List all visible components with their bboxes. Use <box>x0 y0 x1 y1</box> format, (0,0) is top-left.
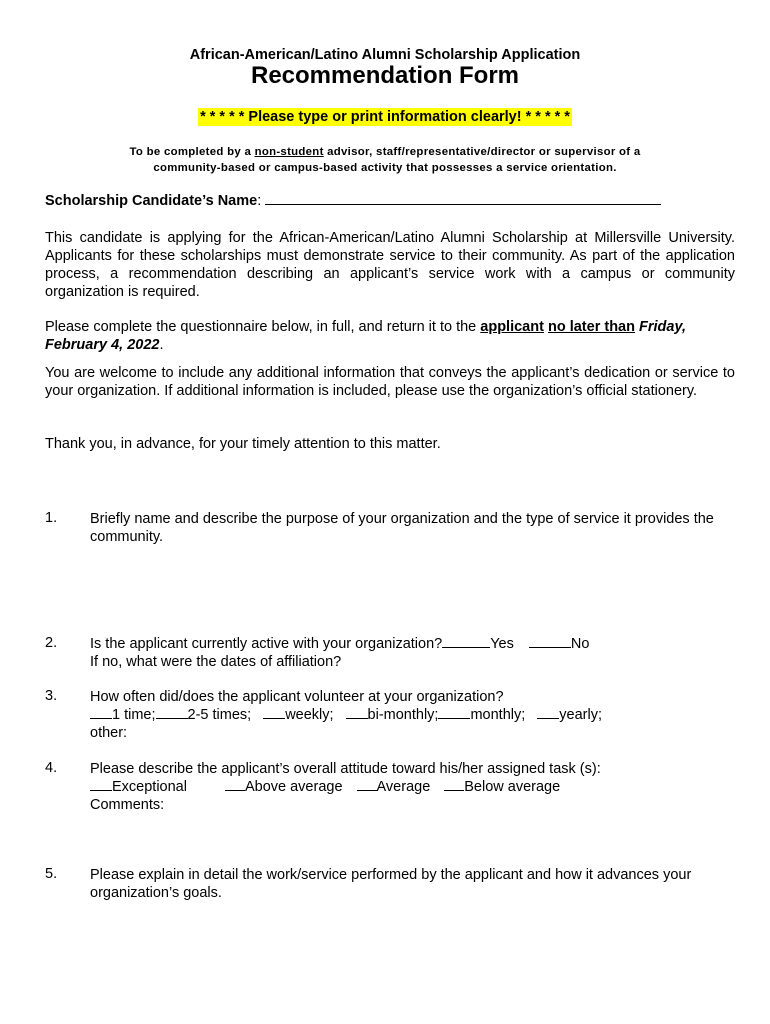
option-below-average-blank[interactable] <box>444 779 464 791</box>
option-2-5-times <box>156 706 252 724</box>
notice-wrapper <box>0 108 770 126</box>
candidate-name-colon: : <box>257 193 262 209</box>
option-above-average-blank[interactable] <box>225 779 245 791</box>
applicant-emphasis: applicant <box>480 319 544 335</box>
option-monthly-blank[interactable] <box>438 707 470 719</box>
question-2-number: 2. <box>45 635 58 651</box>
form-pre-title: African-American/Latino Alumni Scholarship Application <box>189 47 581 63</box>
no-blank[interactable] <box>529 636 571 648</box>
option-bi-monthly-label: bi-monthly; <box>367 707 439 723</box>
option-average-blank[interactable] <box>357 779 377 791</box>
instructions-line-2: community-based or campus-based activity that possesses a service orientation. <box>153 162 617 174</box>
question-3 <box>90 688 730 742</box>
instructions <box>0 144 770 176</box>
instructions-line-1-pre: To be completed by a <box>129 146 255 158</box>
highlighted-notice: * * * * * Please type or print information clearly! * * * * * <box>200 109 570 125</box>
option-2-5-times-blank[interactable] <box>156 707 188 719</box>
question-2-followup: If no, what were the dates of affiliation? <box>90 654 342 670</box>
question-2-text: Is the applicant currently active with your organization? <box>90 636 443 652</box>
question-3-options <box>90 706 730 724</box>
option-above-average <box>225 778 343 796</box>
question-2 <box>90 635 730 671</box>
option-1-time <box>90 706 156 724</box>
question-1-number: 1. <box>45 510 58 526</box>
question-4-text: Please describe the applicant’s overall attitude toward his/her assigned task (s): <box>90 761 601 777</box>
instructions-line-1 <box>0 144 770 160</box>
option-bi-monthly-blank[interactable] <box>346 707 368 719</box>
option-exceptional-blank[interactable] <box>90 779 112 791</box>
option-bi-monthly <box>346 706 439 724</box>
option-weekly-blank[interactable] <box>263 707 285 719</box>
deadline-text-end: . <box>159 337 164 353</box>
option-below-average-label: Below average <box>464 779 561 795</box>
option-weekly-label: weekly; <box>285 707 334 723</box>
intro-paragraph: This candidate is applying for the African-American/Latino Alumni Scholarship at Millersville University. Applicants for these scholarships must demonstrate service to their community. As part of the application process, a recommendation describing an applicant’s service work with a campus or community organization is required. <box>45 230 735 300</box>
option-yearly-label: yearly; <box>559 707 602 723</box>
option-2-5-times-label: 2-5 times; <box>187 707 252 723</box>
question-2-line <box>90 635 730 653</box>
option-below-average <box>444 778 560 796</box>
deadline-emphasis: no later than <box>547 319 635 335</box>
deadline-paragraph <box>45 318 735 354</box>
option-1-time-blank[interactable] <box>90 707 112 719</box>
option-yearly-blank[interactable] <box>537 707 559 719</box>
option-average <box>357 778 431 796</box>
question-5-number: 5. <box>45 866 58 882</box>
page-title: Recommendation Form <box>250 62 520 89</box>
option-above-average-label: Above average <box>244 779 343 795</box>
option-monthly-label: monthly; <box>470 707 526 723</box>
option-weekly <box>263 706 333 724</box>
question-4-number: 4. <box>45 760 58 776</box>
question-4-comments: Comments: <box>90 797 165 813</box>
question-1-text: Briefly name and describe the purpose of your organization and the type of service it provides the community. <box>90 511 714 545</box>
option-average-label: Average <box>376 779 431 795</box>
non-student-emphasis: non-student <box>254 146 324 158</box>
option-1-time-label: 1 time; <box>112 707 156 723</box>
option-yearly <box>537 706 602 724</box>
option-yes: Yes <box>490 636 514 652</box>
candidate-name-row <box>45 193 661 209</box>
question-5-text: Please explain in detail the work/service performed by the applicant and how it advances your organization’s goals. <box>90 867 692 901</box>
candidate-name-field[interactable] <box>265 204 661 205</box>
deadline-date: Friday, February 4, 2022 <box>45 319 687 353</box>
thank-you-paragraph: Thank you, in advance, for your timely attention to this matter. <box>45 436 441 452</box>
additional-info-paragraph: You are welcome to include any additional information that conveys the applicant’s dedication or service to your organization. If additional information is included, please use the organization’s official stationery. <box>45 365 735 399</box>
question-3-text: How often did/does the applicant volunteer at your organization? <box>90 689 504 705</box>
deadline-text-pre: Please complete the questionnaire below, in full, and return it to the <box>45 319 481 335</box>
candidate-name-label: Scholarship Candidate’s Name <box>45 193 258 209</box>
instructions-line-1-post: advisor, staff/representative/director or supervisor of a <box>323 146 641 158</box>
question-3-other: other: <box>90 725 128 741</box>
option-no: No <box>570 636 590 652</box>
question-3-number: 3. <box>45 688 58 704</box>
option-exceptional <box>90 778 187 796</box>
option-monthly <box>438 706 525 724</box>
option-exceptional-label: Exceptional <box>112 779 187 795</box>
question-4-options <box>90 778 730 796</box>
question-4 <box>90 760 730 814</box>
yes-blank[interactable] <box>442 636 490 648</box>
